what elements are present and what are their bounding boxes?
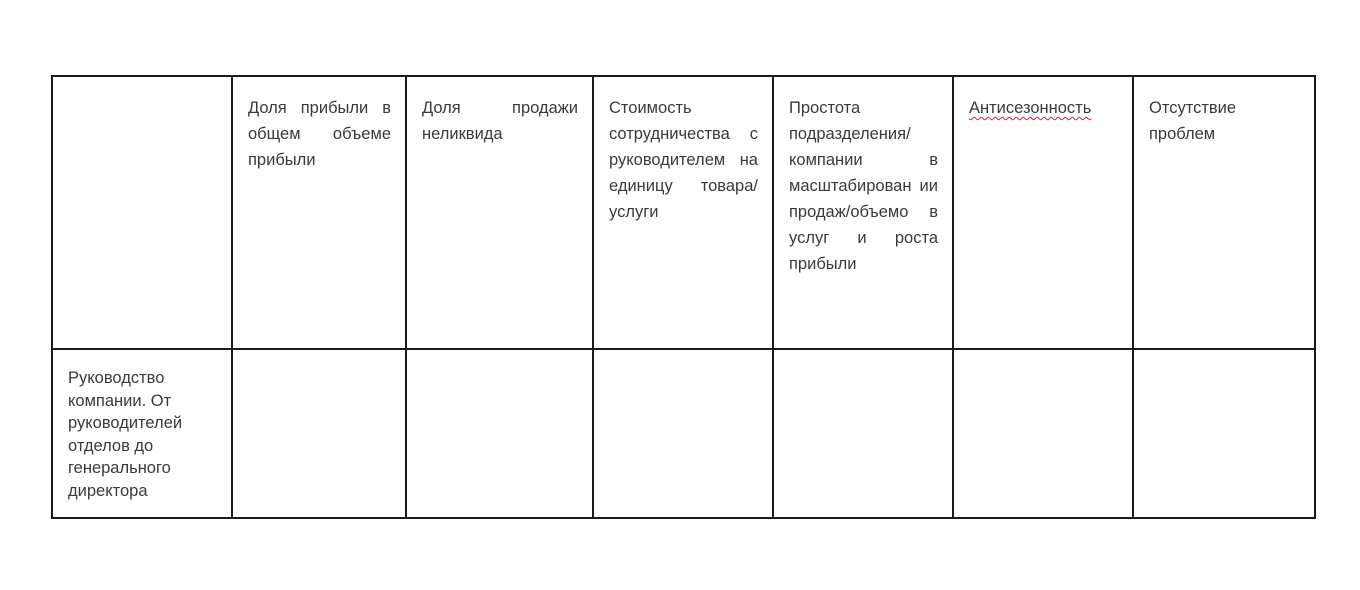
table-cell[interactable] bbox=[773, 349, 953, 518]
table-cell[interactable] bbox=[593, 349, 773, 518]
table-cell[interactable] bbox=[1133, 349, 1315, 518]
criteria-table bbox=[51, 75, 1316, 519]
header-cell-scaling-simplicity[interactable]: Простота подразделения/ компании в масштабирован ии продаж/объемо в услуг и роста прибыли bbox=[773, 76, 953, 349]
table-cell[interactable] bbox=[406, 349, 593, 518]
header-row bbox=[52, 76, 1315, 349]
header-cell-illiquid-sales-share[interactable]: Доля продажи неликвида bbox=[406, 76, 593, 349]
header-cell-antiseasonality[interactable] bbox=[953, 76, 1133, 349]
header-cell-no-problems[interactable]: Отсутствие проблем bbox=[1133, 76, 1315, 349]
header-cell-profit-share[interactable]: Доля прибыли в общем объеме прибыли bbox=[232, 76, 406, 349]
table-cell[interactable] bbox=[232, 349, 406, 518]
header-cell-cooperation-cost[interactable]: Стоимость сотрудничества с руководителем на единицу товара/услуги bbox=[593, 76, 773, 349]
row-label-cell[interactable]: Руководство компании. От руководителей отделов до генерального директора bbox=[52, 349, 232, 518]
table-row bbox=[52, 349, 1315, 518]
header-cell-empty[interactable] bbox=[52, 76, 232, 349]
spellcheck-flagged-text[interactable]: Антисезонность bbox=[969, 99, 1092, 117]
table-cell[interactable] bbox=[953, 349, 1133, 518]
